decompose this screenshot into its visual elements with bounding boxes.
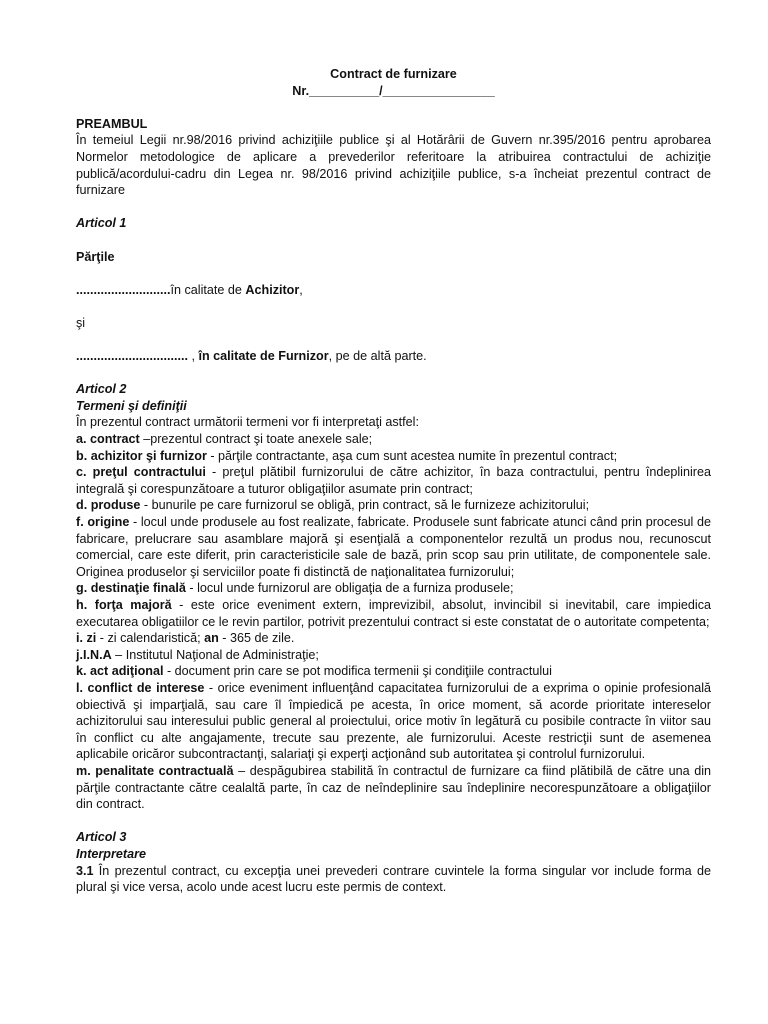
definition-text: – Institutul Naţional de Administraţie; (111, 647, 319, 662)
contract-title: Contract de furnizare (330, 67, 457, 81)
article-2-intro: În prezentul contract următorii termeni vor fi interpretaţi astfel: (76, 415, 419, 430)
definition-term: g. destinaţie finală (76, 581, 186, 596)
definition-i (76, 630, 711, 647)
definition-term: f. origine (76, 515, 130, 530)
definition-term: b. achizitor şi furnizor (76, 448, 207, 463)
definition-g (76, 580, 711, 597)
furnizor-role: în calitate de Furnizor (198, 349, 329, 364)
article-1-subheading: Părţile (76, 249, 115, 264)
definition-b (76, 448, 711, 465)
achizitor-placeholder: ........................... (76, 282, 171, 297)
preambul-heading: PREAMBUL (76, 116, 148, 131)
definition-text: - 365 de zile. (218, 631, 295, 646)
definition-j (76, 647, 711, 664)
article-2-heading: Articol 2 (76, 382, 127, 397)
definition-term: k. act adiţional (76, 664, 164, 679)
party-conjunction: şi (76, 315, 86, 330)
definition-text: - zi calendaristică; (96, 631, 205, 646)
contract-number-line: Nr.__________/________________ (292, 83, 495, 98)
party-furnizor (76, 348, 711, 365)
clause-text: În prezentul contract, cu excepţia unei prevederi contrare cuvintele la forma singular vor include forma de plural şi vice versa, acolo unde acest lucru este permis de context. (76, 863, 711, 895)
achizitor-text: în calitate de (170, 282, 246, 297)
definition-m (76, 763, 711, 813)
definition-text: - preţul plătibil furnizorului de către achizitor, în baza contractului, pentru îndeplinirea integrală şi corespunzătoare a tuturor obligaţiilor asumate prin contract; (76, 465, 711, 496)
definition-text: - locul unde furnizorul are obligaţia de a furniza produsele; (185, 581, 514, 596)
party-achizitor (76, 282, 711, 299)
furnizor-placeholder: ................................ (76, 349, 188, 364)
achizitor-role: Achizitor (245, 282, 300, 297)
definition-text: –prezentul contract şi toate anexele sale; (139, 432, 373, 447)
definition-a (76, 431, 711, 448)
definition-text: - este orice eveniment extern, imprevizibil, absolut, invincibil si inevitabil, care impiedica executarea obligatiilor ce le revin partilor, potrivit prezentului contract si este constatat de o autoritate competenta; (76, 598, 711, 629)
definition-h (76, 597, 711, 630)
definition-term: h. forţa majoră (76, 598, 172, 612)
article-3-subheading: Interpretare (76, 846, 146, 861)
definition-text: - locul unde produsele au fost realizate, fabricate. Produsele sunt fabricate atunci când prin procesul de fabricare, prelucrare sau asamblare majoră şi esenţială a componentelor rezultă un produs nou, recunoscut comercial, care este diferit, prin caracteristicile sale de bază, prin scop sau prin utilitate, de componentele sale. Originea produselor şi serviciilor poate fi distinctă de naţionalitatea furnizorului; (76, 515, 711, 579)
definition-text: - bunurile pe care furnizorul se obligă, prin contract, să le furnizeze achizitorului; (140, 498, 590, 513)
definition-term: i. zi (76, 631, 97, 646)
furnizor-end: , pe de altă parte. (328, 349, 427, 364)
definition-term: l. conflict de interese (76, 680, 205, 695)
article-1-heading: Articol 1 (76, 216, 127, 231)
definition-term: an (204, 631, 219, 646)
preambul-text: În temeiul Legii nr.98/2016 privind achiziţiile publice şi al Hotărârii de Guvern nr.395/2016 pentru aprobarea Normelor metodologice de aplicare a prevederilor referitoare la atribuirea contractului de achiziţie publică/acordului-cadru din Legea nr. 98/2016 privind achiziţiile publice, s-a încheiat prezentul contract de furnizare (76, 133, 711, 198)
definition-d (76, 497, 711, 514)
definition-k (76, 663, 711, 680)
definition-f (76, 514, 711, 580)
article-2-subheading: Termeni şi definiţii (76, 398, 187, 413)
definition-text: – despăgubirea stabilită în contractul de furnizare ca fiind plătibilă de către una din părţile contractante către cealaltă parte, în caz de neîndeplinire sau îndeplinire necorespunzătoare a obligaţiilor din contract. (76, 763, 712, 812)
article-3-heading: Articol 3 (76, 830, 127, 845)
definition-term: m. penalitate contractuală (76, 763, 234, 778)
definition-term: c. preţul contractului (76, 465, 206, 480)
clause-3-1 (76, 863, 711, 896)
definition-term: d. produse (76, 498, 141, 513)
definition-c (76, 464, 711, 497)
definition-l (76, 680, 711, 763)
definition-text: - document prin care se pot modifica termenii şi condiţiile contractului (163, 664, 552, 679)
definition-text: - orice eveniment influenţând capacitatea furnizorului de a exprima o opinie profesională obiectivă şi imparţială, sau care îl împiedică pe acesta, în orice moment, să acorde prioritate intereselor achizitorului sau interesului public general al proiectului, orice motiv în legătură cu posibile contracte în viitor sau în conflict cu alte angajamente, trecute sau prezente, ale furnizorului. Aceste restricţii sunt de asemenea aplicabile oricăror subcontractanţi, salariaţi şi experţi acţionând sub autoritatea şi controlul furnizorului. (76, 680, 711, 762)
definition-term: a. contract (76, 432, 140, 447)
definition-term: j.I.N.A (76, 647, 112, 662)
achizitor-end: , (299, 282, 303, 297)
clause-number: 3.1 (76, 863, 94, 878)
furnizor-sep: , (187, 349, 199, 364)
definition-text: - părţile contractante, aşa cum sunt acestea numite în prezentul contract; (206, 448, 618, 463)
